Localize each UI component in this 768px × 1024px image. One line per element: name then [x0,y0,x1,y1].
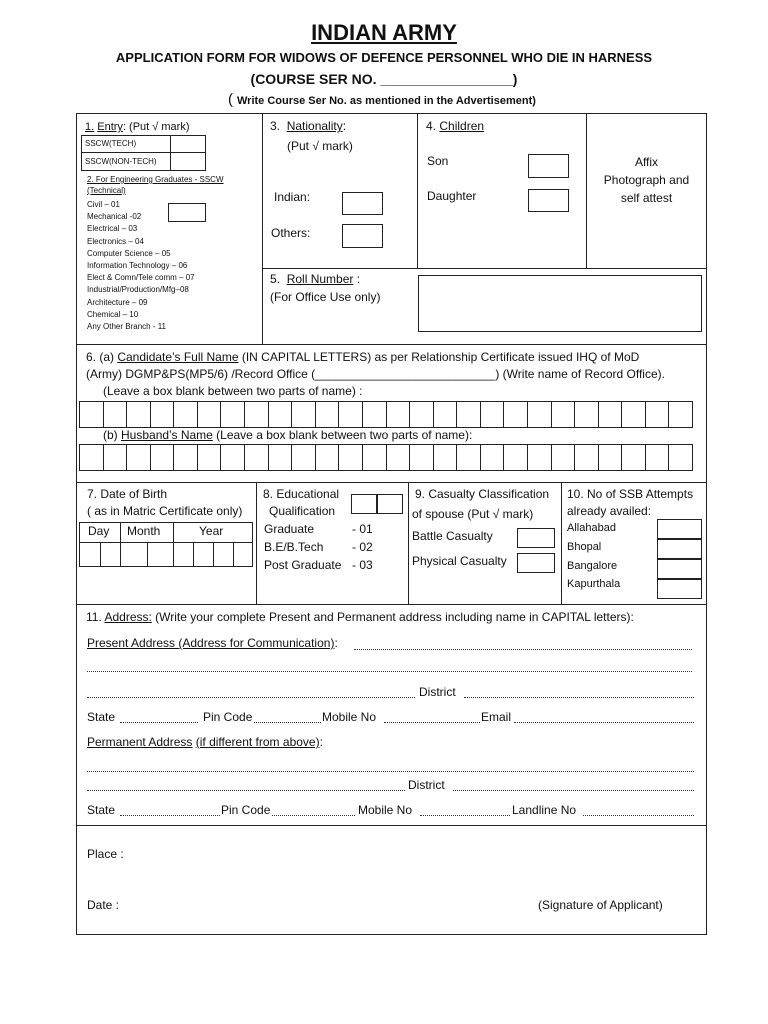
entry-tech-checkbox[interactable] [170,135,206,153]
branch-item: Electronics – 04 [87,236,144,246]
ssb-place: Bhopal [567,541,602,553]
casualty-battle-checkbox[interactable] [517,528,555,548]
ssb-bangalore-input[interactable] [657,559,702,579]
children-num: 4. [426,119,437,133]
candidate-name-grid[interactable] [79,401,693,428]
name-line1 [86,351,639,365]
nationality-others-checkbox[interactable] [342,224,383,248]
eng-heading: 2. For Engineering Graduates - SSCW (Technical) [87,175,224,195]
form-title: INDIAN ARMY [311,20,457,45]
permanent-district-label: District [408,778,445,792]
ssb-kapurthala-input[interactable] [657,579,702,599]
dob-note: ( as in Matric Certificate only) [87,504,243,518]
permanent-address-line-1[interactable] [87,771,694,772]
rule [586,113,587,268]
rule [76,344,707,345]
course-note: Write Course Ser No. as mentioned in the Advertisement) [237,95,536,107]
rule [76,825,707,826]
name-line3: (Leave a box blank between two parts of name) : [103,384,363,398]
present-pin-label: Pin Code [203,710,253,724]
permanent-state-label: State [87,803,116,817]
husband-name-rest: (Leave a box blank between two parts of name): [212,428,473,442]
husband-prefix: (b) [103,428,121,442]
education-code: - 03 [352,558,373,572]
present-state-label: State [87,710,116,724]
husband-name-label: Husband’s Name [121,428,213,442]
education-option: Graduate [264,522,315,536]
permanent-pin-label: Pin Code [221,803,271,817]
candidate-name-label: Candidate’s Full Name [117,350,239,364]
ssb-label-2: already availed: [567,504,652,518]
ssb-place: Bangalore [567,560,618,572]
dob-month-label: Month [127,524,161,538]
children-son-label: Son [427,154,449,168]
present-address-colon: : [334,636,338,650]
ssb-label: 10. No of SSB Attempts [567,487,694,501]
signature-label: (Signature of Applicant) [538,898,663,912]
branch-item: Civil – 01 [87,200,120,209]
education-label: 8. Educational [263,487,340,501]
education-code: - 02 [352,540,373,554]
name-prefix: 6. (a) [86,350,118,364]
address-label: Address: [104,610,152,624]
course-note-paren: ( [228,91,233,108]
nationality-indian-checkbox[interactable] [342,192,383,215]
present-address-line-1[interactable] [354,649,692,650]
photo-line: self attest [620,191,673,205]
name-line1-rest: (IN CAPITAL LETTERS) as per Relationship Certificate issued IHQ of MoD [238,350,640,364]
nationality-label: Nationality [286,119,343,133]
nationality-others-label: Others: [271,226,311,240]
photo-line: Photograph and [603,173,690,187]
permanent-address-colon: : [319,735,323,749]
roll-heading [270,273,360,287]
permanent-address-note: (if different from above) [195,735,320,749]
branch-item: Mechanical -02 [87,212,142,222]
entry-nontech-checkbox[interactable] [170,152,206,171]
education-code-box-2[interactable] [377,494,403,514]
children-son-input[interactable] [528,154,569,178]
rule [76,604,707,605]
photo-line: Affix [634,155,659,169]
children-daughter-input[interactable] [528,189,569,212]
roll-colon: : [353,272,361,286]
date-input[interactable] [140,896,340,916]
entry-heading [85,121,189,134]
roll-number-box[interactable] [418,275,702,332]
children-label: Children [439,119,485,133]
present-email-label: Email [481,710,512,724]
ssb-allahabad-input[interactable] [657,519,702,539]
casualty-physical-checkbox[interactable] [517,553,555,573]
permanent-address-heading [87,736,323,750]
branch-item: Any Other Branch - 11 [87,322,166,332]
branch-item: Electrical – 03 [87,224,138,234]
roll-note: (For Office Use only) [270,290,381,304]
dob-year-label: Year [199,524,224,538]
form-subtitle: APPLICATION FORM FOR WIDOWS OF DEFENCE PERSONNEL WHO DIE IN HARNESS [115,50,653,65]
branch-item: Chemical – 10 [87,309,139,319]
entry-num: 1. [85,121,95,133]
permanent-landline-input[interactable] [583,815,694,816]
husband-name-line [103,429,472,443]
present-address-line-2[interactable] [87,671,692,672]
casualty-label: 9. Casualty Classification [415,487,550,501]
present-address-heading [87,637,338,651]
permanent-address-line-2[interactable] [87,790,405,791]
rule [262,113,263,344]
education-code-box-1[interactable] [351,494,377,514]
nationality-colon: : [342,119,347,133]
rule [408,482,409,604]
roll-num: 5. [270,272,281,286]
rule [561,482,562,604]
address-heading [86,611,634,625]
husband-name-grid[interactable] [79,444,693,471]
education-option: Post Graduate [264,558,342,572]
children-heading [426,120,484,134]
permanent-state-input[interactable] [120,815,220,816]
education-code: - 01 [352,522,373,536]
ssb-place: Kapurthala [567,578,621,590]
branch-item: Architecture – 09 [87,297,148,307]
course-serial[interactable]: (COURSE SER NO. _________________) [250,71,518,87]
nationality-heading [270,120,346,134]
permanent-district-input[interactable] [453,790,694,791]
permanent-mobile-label: Mobile No [358,803,413,817]
place-input[interactable] [140,845,340,865]
photo-area[interactable] [588,153,705,207]
nationality-num: 3. [270,119,281,133]
address-instruction: (Write your complete Present and Permanent address including name in CAPITAL letters): [151,610,634,624]
casualty-physical-label: Physical Casualty [412,554,507,568]
present-mobile-input[interactable] [384,722,480,723]
dob-day-label: Day [88,524,110,538]
present-address-label: Present Address (Address for Communication) [87,636,335,650]
dob-input[interactable] [80,543,252,566]
education-label-2: Qualification [269,504,336,518]
children-daughter-label: Daughter [427,189,477,203]
present-email-input[interactable] [514,722,694,723]
dob-label: 7. Date of Birth [87,487,168,501]
name-line2: (Army) DGMP&PS(MP5/6) /Record Office (___________________________) (Write name of Record Office). [86,367,665,381]
place-label: Place : [87,847,124,861]
rule [76,482,707,483]
permanent-landline-label: Landline No [512,803,577,817]
roll-label: Roll Number [286,272,354,286]
branch-item: Information Technology – 06 [87,261,188,271]
entry-option-nontech: SSCW(NON-TECH) [85,157,157,166]
nationality-indian-label: Indian: [274,190,311,204]
education-option: B.E/B.Tech [264,540,324,554]
ssb-bhopal-input[interactable] [657,539,702,559]
entry-instruction: : (Put √ mark) [122,121,190,133]
present-state-input[interactable] [120,722,198,723]
permanent-address-label: Permanent Address [87,735,193,749]
present-address-line-3[interactable] [87,697,415,698]
present-pin-input[interactable] [254,722,321,723]
rule [262,268,707,269]
casualty-instruction: of spouse (Put √ mark) [412,507,534,521]
branch-item: Computer Science – 05 [87,248,171,258]
entry-label: Entry [97,121,123,133]
entry-option-tech: SSCW(TECH) [85,139,137,148]
casualty-battle-label: Battle Casualty [412,529,493,543]
present-district-label: District [419,685,456,699]
date-label: Date : [87,898,120,912]
branch-list [87,199,195,333]
ssb-place: Allahabad [567,522,616,534]
present-mobile-label: Mobile No [322,710,377,724]
nationality-instruction: (Put √ mark) [287,139,353,153]
address-num: 11. [86,610,105,624]
present-district-input[interactable] [464,697,694,698]
branch-item: Industrial/Production/Mfg–08 [87,285,189,295]
rule [417,113,418,268]
branch-item: Elect & Comn/Tele comm – 07 [87,273,195,283]
rule [256,482,257,604]
permanent-mobile-input[interactable] [420,815,510,816]
permanent-pin-input[interactable] [272,815,355,816]
